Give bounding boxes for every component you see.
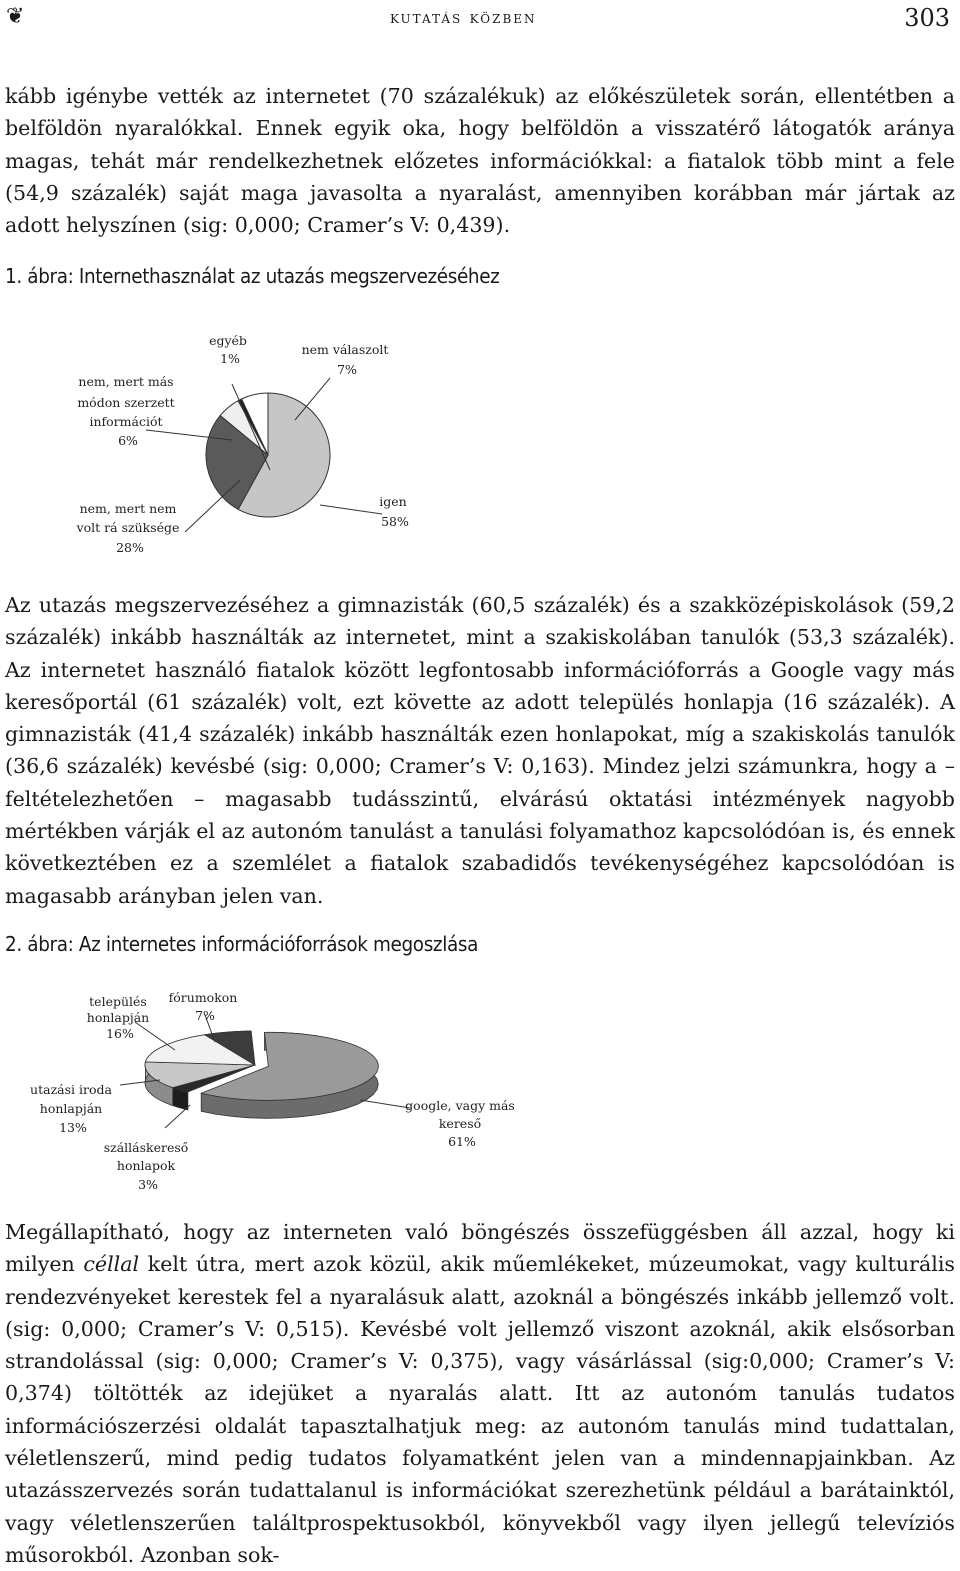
label-forumokon: fórumokon 7% xyxy=(168,990,238,1023)
label-igen: igen 58% xyxy=(379,494,409,529)
figure-2-title: 2. ábra: Az internetes információforrások megoszlása xyxy=(5,932,478,956)
label-telepules: település honlapján 16% xyxy=(86,994,150,1041)
paragraph-3-end: kelt útra, mert azok közül, akik műemlékeket, múzeumokat, vagy kulturális rendezvényeket kerestek fel a nyaralásuk alatt, azoknál a böngészés inkább jellemző volt. (sig: 0,000; Cramer’s V: 0,515). Kevésbé volt jellemző viszont azoknál, akik elsősorban strandolással (sig: 0,000; Cramer’s V: 0,375), vagy vásárlással (sig:0,000; Cramer’s V: 0,374) töltötték az idejüket a nyaralás alatt. Itt az autonóm tanulás tudatos információszerzési oldalát tapasztalhatjuk meg: az autonóm tanulás mind tudattalan, véletlenszerű, mind pedig tudatos folyamatként jelen van a mindennapjainkban. Az utazásszervezés során tudattalanul is információkat szerezhetünk például a barátainktól, vagy véletlenszerűen találtprospektusokból, könyvekből vagy ilyen jellegű televíziós műsorokból. Azonban sok- xyxy=(5,1252,955,1567)
label-egyeb: egyéb 1% xyxy=(209,333,247,366)
label-google: google, vagy más kereső 61% xyxy=(405,1098,515,1149)
running-title: kutatás közben xyxy=(390,8,537,28)
body-paragraph-2: Az utazás megszervezéséhez a gimnazisták (60,5 százalék) és a szakközépiskolások (59,2 százalék) inkább használták az internetet, mint a szakiskolában tanulók (53,3 százalék). Az internetet használó fiatalok között legfontosabb információforrás a Google vagy más keresőportál (61 százalék) volt, ezt követte az adott település honlapja (16 százalék). A gimnazisták (41,4 százalék) inkább használták ezen honlapokat, míg a szakiskolás tanulók (36,6 százalék) kevésbé (sig: 0,000; Cramer’s V: 0,163). Mindez jelzi számunkra, hogy a – feltételezhetően – magasabb tudásszintű, elvárású oktatási intézmények nagyobb mértékben várják el az autonóm tanulást a tanulási folyamathoz kapcsolódóan is, és ennek következtében ez a szemlélet a fiatalok szabadidős tevékenységéhez kapcsolódóan is magasabb arányban jelen van. xyxy=(5,593,955,908)
fleuron-icon: ❦ xyxy=(6,4,25,29)
paragraph-3-start: Megállapítható, hogy az interneten való böngészés összefüggésben áll azzal, hogy ki milyen xyxy=(5,1220,955,1277)
figure-1-title: 1. ábra: Internethasználat az utazás megszervezéséhez xyxy=(5,264,500,288)
label-nem-valaszolt: nem válaszolt 7% xyxy=(301,342,389,377)
running-header xyxy=(0,0,960,50)
body-paragraph-3 xyxy=(5,1216,955,1571)
label-szallaskereso: szálláskereső honlapok 3% xyxy=(103,1140,189,1192)
page-number: 303 xyxy=(904,4,950,32)
label-utazasi-iroda: utazási iroda honlapján 13% xyxy=(30,1082,112,1135)
figure-2-pie-chart-3d xyxy=(0,980,560,1200)
label-mas-modon: nem, mert más módon szerzett információt 6% xyxy=(77,374,175,448)
paragraph-3-italic: céllal xyxy=(83,1252,140,1277)
figure-1-pie-chart xyxy=(0,320,460,570)
label-nem-szukseg: nem, mert nem volt rá szüksége 28% xyxy=(76,501,180,555)
body-paragraph-1: kább igénybe vették az internetet (70 százalékuk) az előkészületek során, ellentétben a belföldön nyaralókkal. Ennek egyik oka, hogy belföldön a visszatérő látogatók aránya magas, tehát már rendelkezhetnek előzetes információkkal: a fiatalok több mint a fele (54,9 százalék) saját maga javasolta a nyaralást, amennyiben korábban már jártak az adott helyszínen (sig: 0,000; Cramer’s V: 0,439). xyxy=(5,84,955,238)
